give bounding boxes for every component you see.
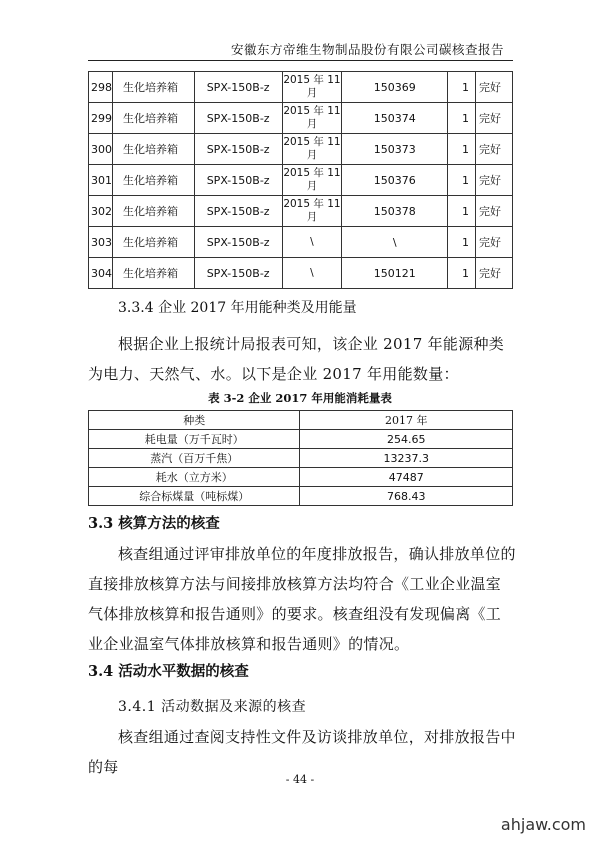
model-cell: SPX-150B-z	[194, 103, 282, 134]
purchase-date-cell	[282, 258, 342, 289]
purchase-date-cell	[282, 103, 342, 134]
section-3-3-heading: 3.3 核算方法的核查	[88, 515, 220, 532]
equipment-name-cell: 生化培养箱	[113, 103, 195, 134]
quantity-cell: 1	[448, 134, 476, 165]
table-row	[89, 72, 513, 103]
header-cell-kind: 种类	[89, 411, 300, 430]
model-cell: SPX-150B-z	[194, 165, 282, 196]
energy-kind-cell: 蒸汽（百万千焦）	[89, 449, 300, 468]
equipment-name-cell: 生化培养箱	[113, 134, 195, 165]
equipment-name-cell: 生化培养箱	[113, 72, 195, 103]
purchase-date-cell	[282, 196, 342, 227]
energy-value-cell: 768.43	[300, 487, 513, 506]
date-line: 2015 年 11	[283, 136, 341, 148]
table-row	[89, 430, 513, 449]
table-header-row	[89, 411, 513, 430]
table-row	[89, 487, 513, 506]
equipment-table	[88, 71, 513, 289]
status-cell: 完好	[476, 165, 513, 196]
energy-value-cell: 13237.3	[300, 449, 513, 468]
date-line: 月	[306, 180, 318, 192]
date-line: 2015 年 11	[283, 105, 341, 117]
table-row	[89, 165, 513, 196]
serial-number-cell: 150121	[342, 258, 448, 289]
purchase-date-cell	[282, 134, 342, 165]
status-cell: 完好	[476, 134, 513, 165]
quantity-cell: 1	[448, 227, 476, 258]
purchase-date-cell	[282, 227, 342, 258]
date-line: 月	[306, 149, 318, 161]
serial-number-cell: 150376	[342, 165, 448, 196]
date-line: \	[310, 235, 314, 248]
energy-value-cell: 47487	[300, 468, 513, 487]
row-number-cell: 300	[89, 134, 113, 165]
date-line: 月	[306, 118, 318, 130]
date-line: 月	[306, 87, 318, 99]
serial-number-cell: 150369	[342, 72, 448, 103]
quantity-cell: 1	[448, 196, 476, 227]
status-cell: 完好	[476, 258, 513, 289]
status-cell: 完好	[476, 196, 513, 227]
report-header-title: 安徽东方帝维生物制品股份有限公司碳核查报告	[230, 42, 504, 57]
energy-value-cell: 254.65	[300, 430, 513, 449]
row-number-cell: 298	[89, 72, 113, 103]
method-check-paragraph: 核查组通过评审排放单位的年度排放报告，确认排放单位的直接排放核算方法与间接排放核算方法均符合《工业企业温室气体排放核算和报告通则》的要求。核查组没有发现偏离《工业企业温室气体排放核算和报告通则》的情况。	[88, 545, 516, 653]
purchase-date-cell	[282, 72, 342, 103]
table-row	[89, 468, 513, 487]
site-watermark: ahjaw.com	[500, 815, 586, 834]
equipment-name-cell: 生化培养箱	[113, 258, 195, 289]
model-cell: SPX-150B-z	[194, 134, 282, 165]
table-row	[89, 134, 513, 165]
serial-number-cell: 150373	[342, 134, 448, 165]
date-line: 2015 年 11	[283, 167, 341, 179]
equipment-name-cell: 生化培养箱	[113, 227, 195, 258]
equipment-name-cell: 生化培养箱	[113, 165, 195, 196]
table-row	[89, 103, 513, 134]
quantity-cell: 1	[448, 165, 476, 196]
status-cell: 完好	[476, 103, 513, 134]
status-cell: 完好	[476, 227, 513, 258]
row-number-cell: 303	[89, 227, 113, 258]
row-number-cell: 302	[89, 196, 113, 227]
page-number: - 44 -	[285, 773, 315, 786]
energy-kind-cell: 耗水（立方米）	[89, 468, 300, 487]
energy-intro-paragraph: 根据企业上报统计局报表可知，该企业 2017 年能源种类为电力、天然气、水。以下是企业 2017 年用能数量：	[88, 335, 505, 383]
quantity-cell: 1	[448, 258, 476, 289]
quantity-cell: 1	[448, 103, 476, 134]
header-cell-year: 2017 年	[300, 411, 513, 430]
table-row	[89, 227, 513, 258]
activity-data-paragraph: 核查组通过查阅支持性文件及访谈排放单位，对排放报告中的每	[88, 728, 516, 776]
model-cell: SPX-150B-z	[194, 72, 282, 103]
row-number-cell: 301	[89, 165, 113, 196]
purchase-date-cell	[282, 165, 342, 196]
status-cell: 完好	[476, 72, 513, 103]
date-line: 2015 年 11	[283, 74, 341, 86]
energy-kind-cell: 综合标煤量（吨标煤）	[89, 487, 300, 506]
energy-consumption-table	[88, 410, 513, 506]
row-number-cell: 299	[89, 103, 113, 134]
section-3-3-4-heading: 3.3.4 企业 2017 年用能种类及用能量	[118, 300, 357, 316]
row-number-cell: 304	[89, 258, 113, 289]
equipment-name-cell: 生化培养箱	[113, 196, 195, 227]
table-row	[89, 258, 513, 289]
serial-number-cell: 150378	[342, 196, 448, 227]
model-cell: SPX-150B-z	[194, 258, 282, 289]
energy-kind-cell: 耗电量（万千瓦时）	[89, 430, 300, 449]
table-3-2-title: 表 3-2 企业 2017 年用能消耗量表	[208, 391, 392, 405]
section-3-4-heading: 3.4 活动水平数据的核查	[88, 663, 249, 680]
quantity-cell: 1	[448, 72, 476, 103]
date-line: 月	[306, 211, 318, 223]
model-cell: SPX-150B-z	[194, 227, 282, 258]
section-3-4-1-heading: 3.4.1 活动数据及来源的核查	[118, 699, 307, 715]
date-line: 2015 年 11	[283, 198, 341, 210]
model-cell: SPX-150B-z	[194, 196, 282, 227]
table-row	[89, 196, 513, 227]
header-divider	[88, 60, 513, 61]
serial-number-cell: 150374	[342, 103, 448, 134]
serial-number-cell: \	[342, 227, 448, 258]
date-line: \	[310, 266, 314, 279]
table-row	[89, 449, 513, 468]
